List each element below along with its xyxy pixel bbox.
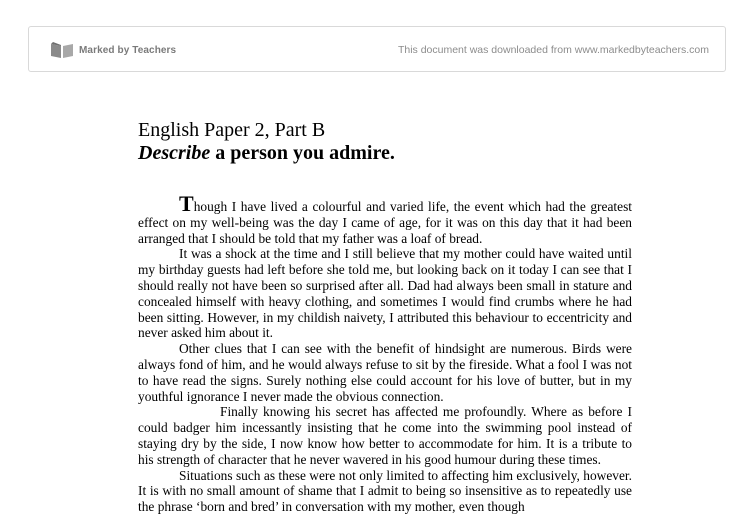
paragraph-2: It was a shock at the time and I still believe that my mother could have waited until my birthday guests had left before she told me, but looking back on it today I can see that I should really not have been so surprised after all. Dad had always been small in stature and concealed himself with heavy clothing, and sometimes I would find crumbs where he had been sitting. However, in my childish naivety, I attributed this behaviour to eccentricity and never asked him about it. bbox=[138, 246, 632, 341]
site-logo[interactable] bbox=[49, 40, 176, 60]
page-title: English Paper 2, Part B bbox=[138, 119, 326, 141]
subtitle-rest: a person you admire. bbox=[210, 142, 395, 164]
paragraph-1: Though I have lived a colourful and varied life, the event which had the greatest effect on my well-being was the day I came of age, for it was on this day that it had been arranged that I should be told that my father was a loaf of bread. bbox=[138, 191, 632, 246]
page-subtitle bbox=[138, 141, 395, 165]
paragraph-3: Other clues that I can see with the benefit of hindsight are numerous. Birds were always fond of him, and he would always refuse to sit by the fireside. What a fool I was not to have read the signs. Surely nothing else could account for his love of butter, but in my youthful ignorance I never made the obvious connection. bbox=[138, 341, 632, 404]
download-note: This document was downloaded from www.markedbyteachers.com bbox=[397, 44, 709, 56]
drop-cap: T bbox=[179, 191, 194, 216]
paragraph-4: Finally knowing his secret has affected me profoundly. Where as before I could badger him incessantly insisting that he come into the swimming pool instead of staying dry by the side, I now know how better to accommodate for him. It is a tribute to his strength of character that he never wavered in his good humour during these times. bbox=[138, 404, 632, 467]
subtitle-emphasis: Describe bbox=[138, 142, 211, 164]
essay-body bbox=[138, 191, 632, 515]
open-book-icon bbox=[49, 41, 75, 59]
top-banner bbox=[28, 26, 726, 72]
logo-text: Marked by Teachers bbox=[79, 44, 177, 56]
paragraph-5: Situations such as these were not only limited to affecting him exclusively, however. It is with no small amount of shame that I admit to being so insensitive as to repeatedly use the phrase ‘born and bred’ in conversation with my mother, even though bbox=[138, 467, 632, 515]
